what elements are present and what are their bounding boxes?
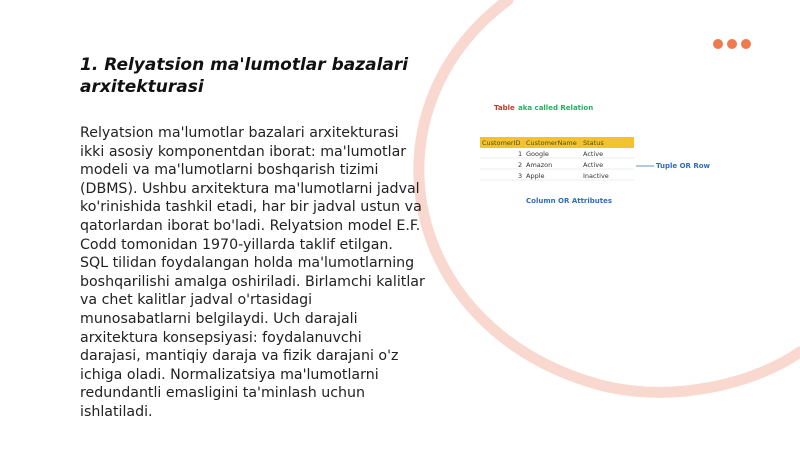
table-cell: Google — [526, 150, 549, 158]
figure-heading-relation: aka called Relation — [518, 104, 594, 112]
slide-body-text: Relyatsion ma'lumotlar bazalari arxitekturasi ikki asosiy komponentdan iborat: ma'lumotlar modeli va ma'lumotlarni boshqarish tizimi (DBMS). Ushbu arxitektura ma'lumotlarni jadval ko'rinishida tashkil etadi, har bir jadval ustun va qatorlardan iborat bo'ladi. Relyatsion model E.F. Codd tomonidan 1970-yillarda taklif etilgan. SQL tilidan foydalangan holda ma'lumotlarning boshqarilishi amalga oshiriladi. Birlamchi kalitlar va chet kalitlar jadval o'rtasidagi munosabatlarni belgilaydi. Uch darajali arxitektura konsepsiyasi: foydalanuvchi darajasi, mantiqiy daraja va fizik darajani o'z ichiga oladi. Normalizatsiya ma'lumotlarni redundantli emasligini ta'minlash uchun ishlatiladi. — [80, 125, 425, 420]
table-cell: Active — [583, 161, 604, 169]
relational-table-figure — [478, 100, 728, 220]
table-cell: Amazon — [526, 161, 553, 169]
table-cell: 2 — [518, 161, 523, 169]
menu-dots — [713, 39, 751, 49]
table-cell: Active — [583, 150, 604, 158]
table-cell: 1 — [518, 150, 523, 158]
table-row — [480, 150, 634, 158]
table-row — [480, 172, 634, 180]
table-cell: Inactive — [583, 172, 609, 180]
dot-icon — [713, 39, 723, 49]
column-label: Column OR Attributes — [526, 197, 613, 205]
column-header: Status — [583, 139, 604, 147]
column-header: CustomerID — [482, 139, 521, 147]
dot-icon — [741, 39, 751, 49]
dot-icon — [727, 39, 737, 49]
slide-title: 1. Relyatsion ma'lumotlar bazalari arxitekturasi — [80, 55, 409, 97]
table-cell: 3 — [518, 172, 523, 180]
table-row — [480, 161, 634, 169]
column-header: CustomerName — [526, 139, 577, 147]
table-cell: Apple — [526, 172, 545, 180]
tuple-label: Tuple OR Row — [656, 162, 711, 170]
figure-heading-table: Table — [494, 104, 515, 112]
